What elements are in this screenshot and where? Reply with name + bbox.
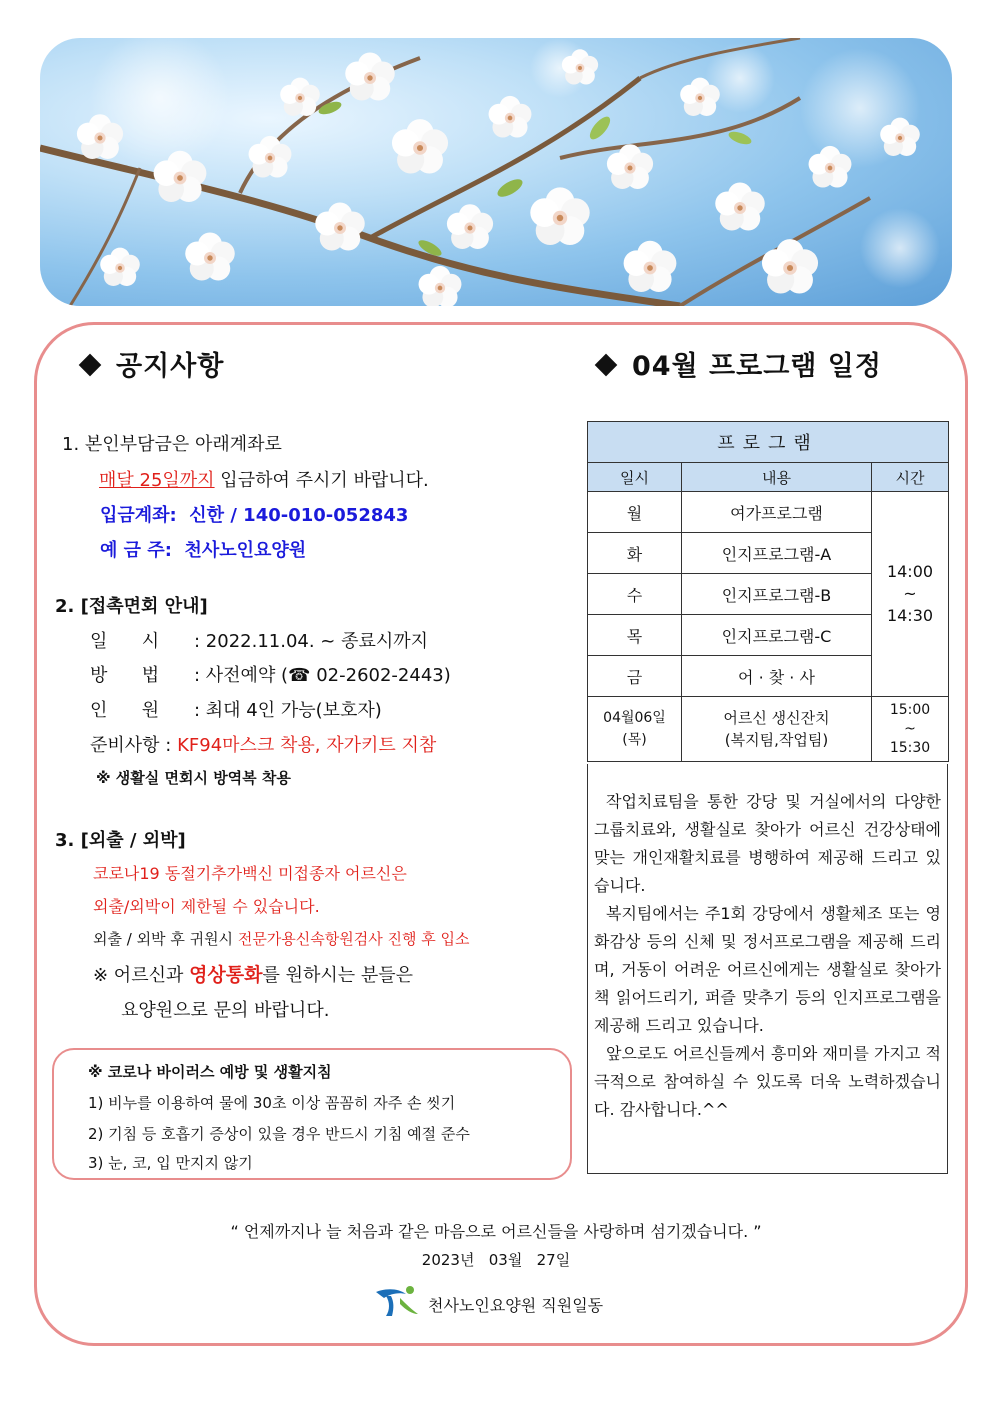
- header-banner-image: [40, 38, 952, 306]
- description-paragraph: 복지팀에서는 주1회 강당에서 생활체조 또는 영화감상 등의 신체 및 정서프로그램을 제공해 드리며, 거동이 어려운 어르신에게는 생활실로 찾아가 책 읽어드리기, 퍼즐 맞추기 등의 인지프로그램을 제공해 드리고 있습니다.: [594, 904, 941, 1035]
- program-description: [587, 764, 948, 1174]
- content-cell: 인지프로그램-A: [682, 533, 872, 574]
- notice-heading: 공지사항: [82, 344, 224, 383]
- outing-restriction-line1: 코로나19 동절기추가백신 미접종자 어르신은: [93, 864, 407, 883]
- content-cell: 어 · 찾 · 사: [682, 656, 872, 697]
- day-cell: 수: [588, 574, 682, 615]
- notice-item-3-title: 3. [외출 / 외박]: [55, 830, 186, 851]
- covid-guideline-title: ※ 코로나 바이러스 예방 및 생활지침: [88, 1063, 332, 1081]
- diamond-bullet-icon: [595, 353, 618, 376]
- content-cell: 인지프로그램-C: [682, 615, 872, 656]
- description-paragraph: 작업치료팀을 통한 강당 및 거실에서의 다양한 그룹치료와, 생활실로 찾아가 어르신 건강상태에 맞는 개인재활치료를 병행하여 제공해 드리고 있습니다.: [594, 792, 941, 895]
- notice-item-1-line1: 1. 본인부담금은 아래계좌로: [62, 434, 282, 455]
- schedule-heading: 04월 프로그램 일정: [598, 344, 882, 383]
- description-paragraph: 앞으로도 어르신들께서 흥미와 재미를 가지고 적극적으로 참여하실 수 있도록 더욱 노력하겠습니다. 감사합니다.^^: [594, 1044, 941, 1119]
- col-header-time: 시간: [872, 463, 949, 492]
- special-date-cell: 04월06일 (목): [588, 697, 682, 762]
- diamond-bullet-icon: [79, 353, 102, 376]
- cherry-blossom-illustration: [40, 38, 952, 306]
- day-cell: 금: [588, 656, 682, 697]
- notice-item-2-title: 2. [접촉면회 안내]: [55, 596, 208, 617]
- bank-account: 입금계좌: 신한 / 140-010-052843: [100, 505, 409, 526]
- outing-restriction-line2: 외출/외박이 제한될 수 있습니다.: [93, 897, 320, 916]
- covid-guideline-item: 1) 비누를 이용하여 물에 30초 이상 꼼꼼히 자주 손 씻기: [88, 1094, 456, 1112]
- visit-preparation: 준비사항 : KF94마스크 착용, 자가키트 지참: [90, 735, 437, 756]
- day-cell: 화: [588, 533, 682, 574]
- col-header-day: 일시: [588, 463, 682, 492]
- col-header-content: 내용: [682, 463, 872, 492]
- covid-guideline-item: 3) 눈, 코, 입 만지지 않기: [88, 1154, 253, 1172]
- special-time-cell: 15:00 ~ 15:30: [872, 697, 949, 762]
- visit-people: 인 원 : 최대 4인 가능(보호자): [90, 700, 382, 721]
- day-cell: 월: [588, 492, 682, 533]
- table-title: 프로그램: [588, 422, 949, 463]
- visit-method: 방 법 : 사전예약 (☎ 02-2602-2443): [90, 665, 451, 686]
- program-schedule-table: [587, 421, 949, 762]
- table-row: [588, 492, 949, 533]
- visit-date: 일 시 : 2022.11.04. ~ 종료시까지: [90, 631, 429, 652]
- visit-note: ※ 생활실 면회시 방역복 착용: [96, 769, 291, 787]
- covid-guideline-item: 2) 기침 등 호흡기 증상이 있을 경우 반드시 기침 예절 준수: [88, 1125, 470, 1143]
- footer-quote: “ 언제까지나 늘 처음과 같은 마음으로 어르신들을 사랑하며 섬기겠습니다. ”: [230, 1222, 762, 1241]
- day-cell: 목: [588, 615, 682, 656]
- weekly-time-cell: 14:00 ~ 14:30: [872, 492, 949, 697]
- footer-date: 2023년 03월 27일: [421, 1251, 571, 1269]
- org-logo-icon: [372, 1284, 420, 1322]
- table-row-special: [588, 697, 949, 762]
- account-holder: 예 금 주: 천사노인요양원: [100, 540, 307, 561]
- video-call-line2: 요양원으로 문의 바랍니다.: [121, 1000, 330, 1021]
- notice-item-1-line2: 매달 25일까지 입금하여 주시기 바랍니다.: [99, 470, 429, 491]
- outing-return-test: 외출 / 외박 후 귀원시 전문가용신속항원검사 진행 후 입소: [93, 930, 470, 948]
- video-call-line1: ※ 어르신과 영상통화를 원하시는 분들은: [93, 964, 414, 986]
- special-content-cell: 어르신 생신잔치 (복지팀,작업팀): [682, 697, 872, 762]
- payment-deadline: 매달 25일까지: [99, 470, 215, 491]
- content-cell: 인지프로그램-B: [682, 574, 872, 615]
- footer-organization: 천사노인요양원 직원일동: [428, 1296, 604, 1315]
- content-cell: 여가프로그램: [682, 492, 872, 533]
